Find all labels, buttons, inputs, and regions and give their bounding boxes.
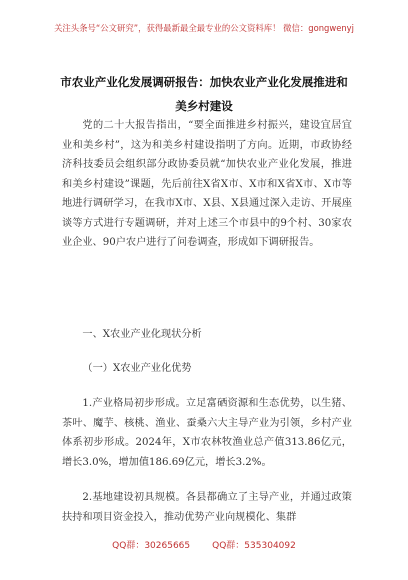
subsection-1-heading: （一）X农业产业化优势 [82,363,192,374]
top-banner: 关注头条号“公文研究”，获得最新最全最专业的公文资料库！ 微信：gongwenyj [54,23,354,33]
subsection-1 [62,359,352,379]
section-1-heading: 一、X农业产业化现状分析 [82,329,202,340]
item-2-paragraph: 2.基地建设初具规模。各县都确立了主导产业，并通过政策扶持和项目资金投入，推动优势产业向规模化、集群 [62,492,352,523]
footer-qq-1: QQ群：30265665 [112,541,191,551]
intro-paragraph: 党的二十大报告指出，“要全面推进乡村振兴，建设宜居宜业和美乡村”，这为和美乡村建设指明了方向。近期，市政协经济科技委员会组织部分政协委员就“加快农业产业化发展，推进和美乡村建设”课题，先后前往X省X市、X市和X省X市、X市等地进行调研学习，在我市X市、X县、X县通过深入走访、开展座谈等方式进行专题调研，并对上述三个市县中的9个村、30家农业企业、90户农户进行了问卷调查，形成如下调研报告。 [62,120,352,248]
item-1 [62,394,352,472]
footer-qq-2: QQ群：535304092 [212,541,296,551]
footer [0,538,408,551]
item-1-paragraph: 1.产业格局初步形成。立足富硒资源和生态优势，以生猪、茶叶、魔芋、核桃、渔业、蚕桑六大主导产业为引领，乡村产业体系初步形成。2024年，X市农林牧渔业总产值313.86亿元，增长3.0%，增加值186.69亿元，增长3.2%。 [62,398,352,468]
document-body [62,116,352,253]
item-2 [62,488,352,527]
title-line-1: 市农业产业化发展调研报告：加快农业产业化发展推进和 [60,75,348,89]
title-line-2: 美乡村建设 [175,99,233,113]
section-1 [62,325,352,345]
document-title [30,70,378,118]
